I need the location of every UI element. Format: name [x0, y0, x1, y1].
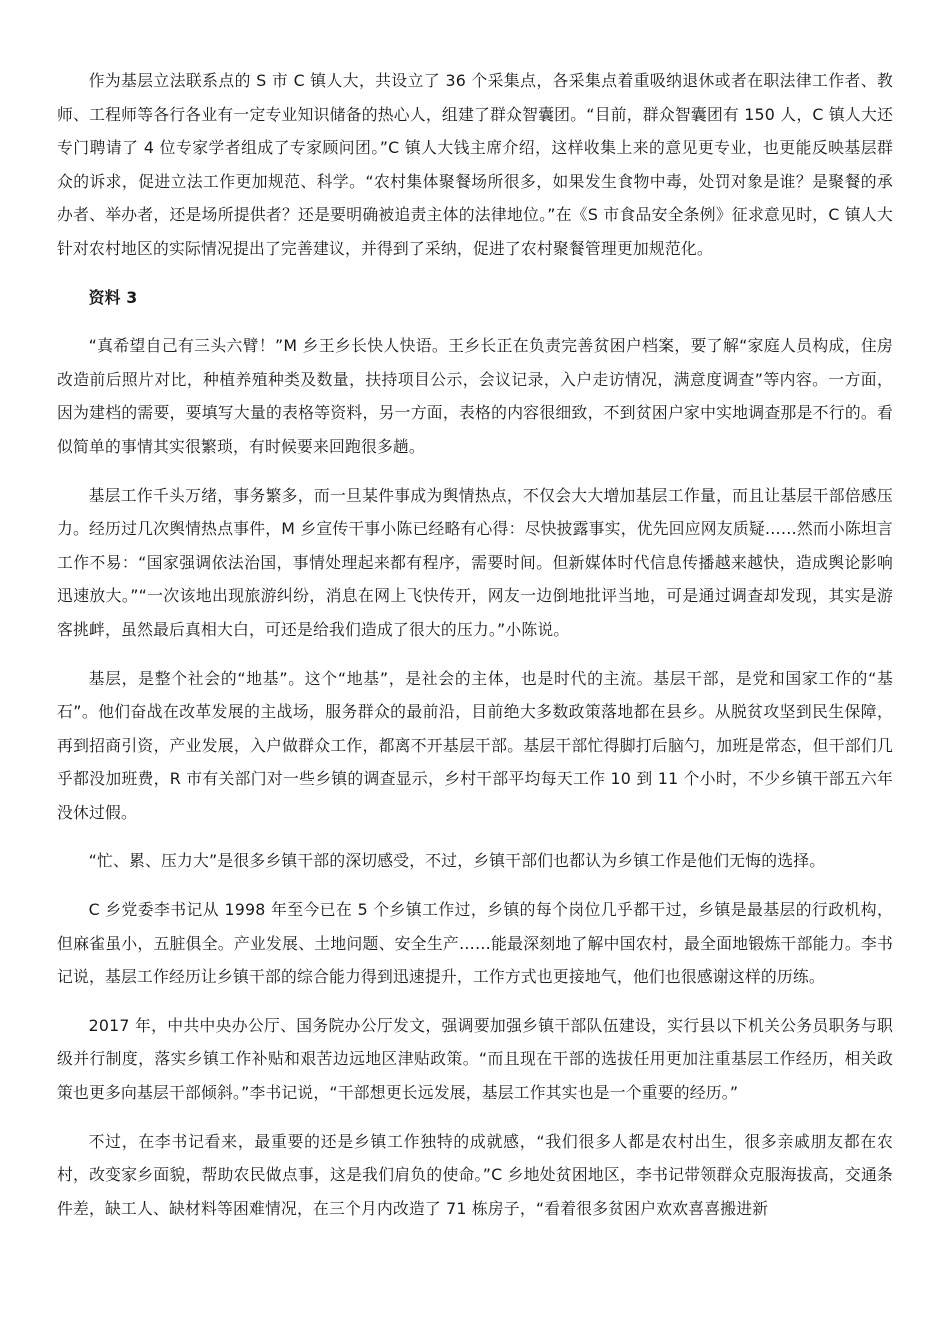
paragraph-2017-policy: 2017 年，中共中央办公厅、国务院办公厅发文，强调要加强乡镇干部队伍建设，实行县以下机关公务员职务与职级并行制度，落实乡镇工作补贴和艰苦边远地区津贴政策。“而且现在干部的选拔任用更加注重基层工作经历，相关政策也更多向基层干部倾斜。”李书记说，“干部想更长远发展，基层工作其实也是一个重要的经历。” — [57, 1015, 893, 1103]
paragraph-sense-of-achievement: 不过，在李书记看来，最重要的还是乡镇工作独特的成就感，“我们很多人都是农村出生，很多亲戚朋友都在农村，改变家乡面貌，帮助农民做点事，这是我们肩负的使命。”C 乡地处贫困地区，李书记带领群众克服海拔高，交通条件差，缺工人、缺材料等困难情况，在三个月内改造了 71 栋房子，“看着很多贫困户欢欢喜喜搬进新 — [57, 1131, 893, 1218]
paragraph-township-head-wang: “真希望自己有三头六臂！”M 乡王乡长快人快语。王乡长正在负责完善贫困户档案，要了解“家庭人员构成，住房改造前后照片对比，种植养殖种类及数量，扶持项目公示，会议记录，入户走访情况，满意度调查”等内容。一方面，因为建档的需要，要填写大量的表格等资料，另一方面，表格的内容很细致，不到贫困户家中实地调查那是不行的。看似简单的事情其实很繁琐，有时候要来回跑很多趟。 — [57, 336, 893, 456]
paragraph-legislation-contact-point: 作为基层立法联系点的 S 市 C 镇人大，共设立了 36 个采集点，各采集点着重吸纳退休或者在职法律工作者、教师、工程师等各行各业有一定专业知识储备的热心人，组建了群众智囊团。“目前，群众智囊团有 150 人，C 镇人大还专门聘请了 4 位专家学者组成了专家顾问团。”C 镇人大钱主席介绍，这样收集上来的意见更专业，也更能反映基层群众的诉求，促进立法工作更加规范、科学。“农村集体聚餐场所很多，如果发生食物中毒，处罚对象是谁？是聚餐的承办者、举办者，还是场所提供者？还是要明确被追责主体的法律地位。”在《S 市食品安全条例》征求意见时，C 镇人大针对农村地区的实际情况提出了完善建议，并得到了采纳，促进了农村聚餐管理更加规范化。 — [57, 71, 893, 258]
paragraph-busy-tired-pressure: “忙、累、压力大”是很多乡镇干部的深切感受，不过，乡镇干部们也都认为乡镇工作是他们无悔的选择。 — [88, 851, 826, 871]
document-page — [57, 64, 893, 1240]
paragraph-secretary-li-experience: C 乡党委李书记从 1998 年至今已在 5 个乡镇工作过，乡镇的每个岗位几乎都干过，乡镇是最基层的行政机构，但麻雀虽小，五脏俱全。产业发展、土地问题、安全生产……能最深刻地了解中国农村，最全面地锻炼干部能力。李书记说，基层工作经历让乡镇干部的综合能力得到迅速提升，工作方式也更接地气，他们也很感谢这样的历练。 — [57, 900, 893, 987]
paragraph-public-opinion-pressure: 基层工作千头万绪，事务繁多，而一旦某件事成为舆情热点，不仅会大大增加基层工作量，而且让基层干部倍感压力。经历过几次舆情热点事件，M 乡宣传干事小陈已经略有心得：尽快披露事实，优先回应网友质疑……然而小陈坦言工作不易：“国家强调依法治国，事情处理起来都有程序，需要时间。但新媒体时代信息传播越来越快，造成舆论影响迅速放大。”“一次该地出现旅游纠纷，消息在网上飞快传开，网友一边倒地批评当地，可是通过调查却发现，其实是游客挑衅，虽然最后真相大白，可还是给我们造成了很大的压力。”小陈说。 — [57, 485, 893, 639]
paragraph-grassroots-foundation: 基层，是整个社会的“地基”。这个“地基”，是社会的主体，也是时代的主流。基层干部，是党和国家工作的“基石”。他们奋战在改革发展的主战场，服务群众的最前沿，目前绝大多数政策落地都在县乡。从脱贫攻坚到民生保障，再到招商引资，产业发展，入户做群众工作，都离不开基层干部。基层干部忙得脚打后脑勺，加班是常态，但干部们几乎都没加班费，R 市有关部门对一些乡镇的调查显示，乡村干部平均每天工作 10 到 11 个小时，不少乡镇干部五六年没休过假。 — [57, 668, 893, 822]
section-heading: 资料 3 — [88, 287, 138, 307]
